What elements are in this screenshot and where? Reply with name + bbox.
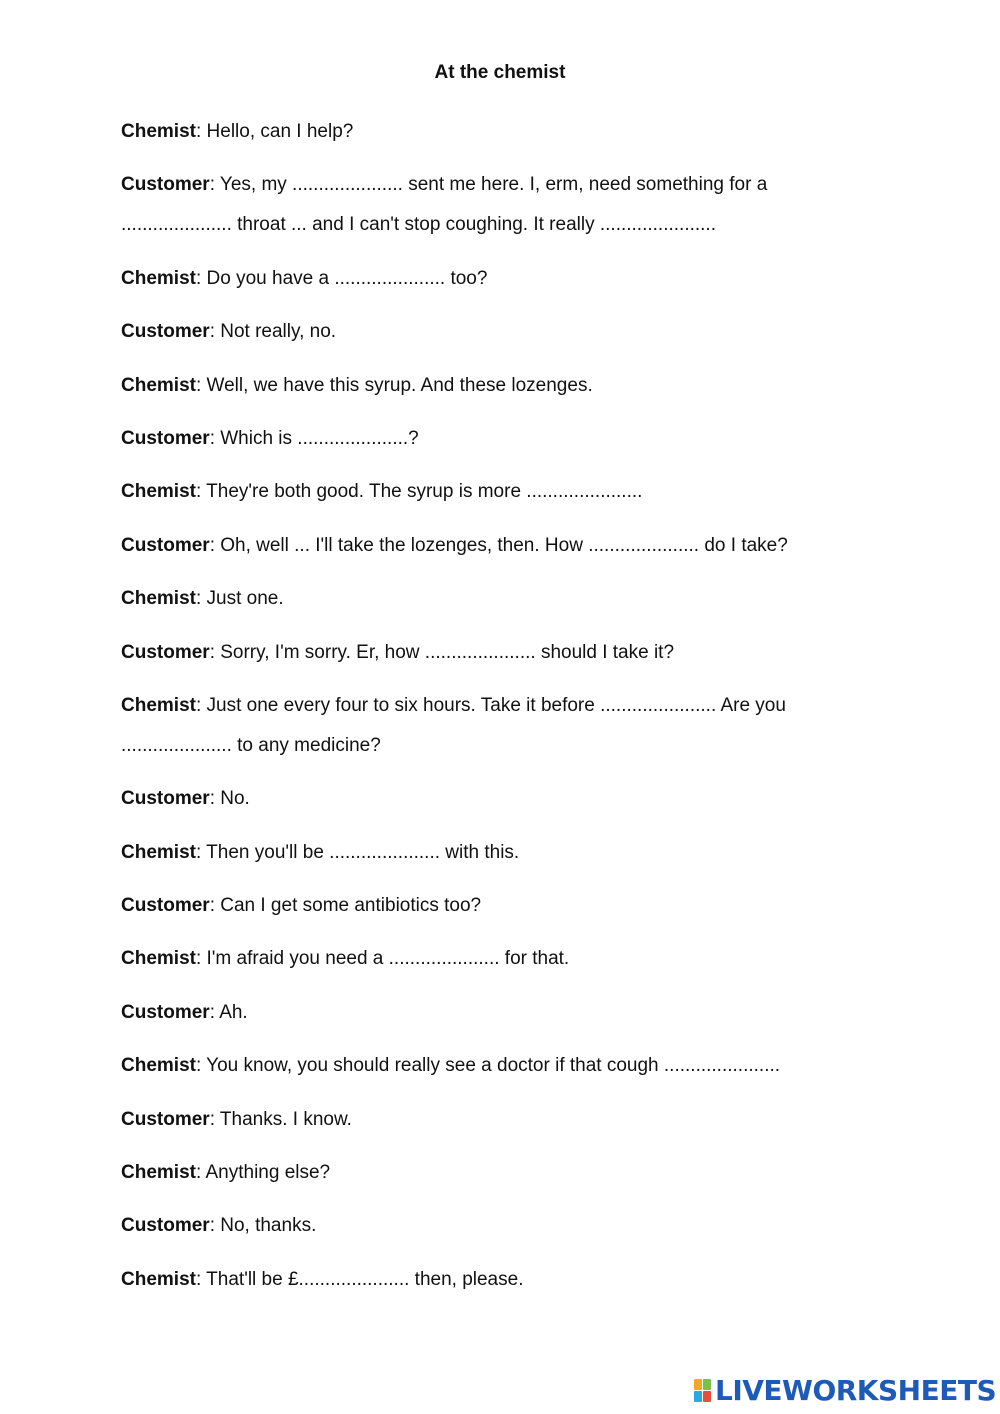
dialogue-text: : You know, you should really see a doctor if that cough ...................... bbox=[195, 1055, 781, 1077]
dialogue-text: : Then you'll be ..................... with this. bbox=[195, 841, 520, 863]
speaker-label: Customer bbox=[121, 1108, 210, 1130]
dialogue-text: : Well, we have this syrup. And these lozenges. bbox=[195, 374, 593, 396]
speaker-label: Customer bbox=[121, 788, 210, 810]
logo-text: LIVEWORKSHEETS bbox=[715, 1373, 997, 1407]
speaker-label: Customer bbox=[121, 427, 210, 449]
dialogue-line bbox=[121, 259, 866, 299]
speaker-label: Chemist bbox=[121, 481, 196, 503]
dialogue-text: : Sorry, I'm sorry. Er, how ..................... should I take it? bbox=[209, 641, 675, 663]
speaker-label: Chemist bbox=[121, 121, 196, 142]
speaker-label: Chemist bbox=[121, 1162, 196, 1184]
dialogue-line bbox=[121, 472, 866, 512]
speaker-label: Customer bbox=[121, 321, 210, 343]
dialogue-text: : I'm afraid you need a ..................... for that. bbox=[195, 948, 570, 970]
dialogue-text: : Just one. bbox=[195, 588, 284, 610]
liveworksheets-logo[interactable] bbox=[694, 1375, 996, 1405]
speaker-label: Chemist bbox=[121, 267, 196, 289]
dialogue-line bbox=[121, 1153, 866, 1193]
dialogue-text: : That'll be £..................... then, please. bbox=[195, 1268, 524, 1290]
dialogue-line bbox=[121, 526, 866, 566]
speaker-label: Chemist bbox=[121, 1268, 196, 1290]
dialogue-line bbox=[121, 833, 866, 873]
speaker-label: Chemist bbox=[121, 841, 196, 863]
dialogue-text: : Yes, my ..................... sent me here. I, erm, need something for a ..................... throat ... and I can't stop coughing. It really ...................... bbox=[121, 174, 768, 236]
dialogue-line bbox=[121, 579, 866, 619]
dialogue-line bbox=[121, 419, 866, 459]
speaker-label: Chemist bbox=[121, 948, 196, 970]
speaker-label: Chemist bbox=[121, 694, 196, 716]
dialogue-text: : Can I get some antibiotics too? bbox=[209, 895, 482, 917]
dialogue-text: : Do you have a ..................... too? bbox=[195, 267, 488, 289]
dialogue-line bbox=[121, 165, 866, 245]
dialogue bbox=[121, 112, 866, 1313]
dialogue-line bbox=[121, 886, 866, 926]
dialogue-line bbox=[121, 939, 866, 979]
speaker-label: Customer bbox=[121, 895, 210, 917]
dialogue-text: : Oh, well ... I'll take the lozenges, then. How ..................... do I take? bbox=[209, 534, 788, 556]
dialogue-line bbox=[121, 312, 866, 352]
liveworksheets-logo-icon bbox=[694, 1379, 711, 1402]
dialogue-line bbox=[121, 366, 866, 406]
speaker-label: Customer bbox=[121, 1001, 210, 1023]
dialogue-text: : Hello, can I help? bbox=[195, 121, 354, 142]
dialogue-text: : Just one every four to six hours. Take it before ...................... Are you ..................... to any medicine? bbox=[121, 694, 786, 756]
dialogue-text: : Ah. bbox=[209, 1001, 248, 1023]
dialogue-line bbox=[121, 1100, 866, 1140]
speaker-label: Customer bbox=[121, 534, 210, 556]
dialogue-line bbox=[121, 1260, 866, 1300]
speaker-label: Chemist bbox=[121, 588, 196, 610]
speaker-label: Customer bbox=[121, 1215, 210, 1237]
speaker-label: Chemist bbox=[121, 374, 196, 396]
speaker-label: Chemist bbox=[121, 1055, 196, 1077]
dialogue-line bbox=[121, 1046, 866, 1086]
dialogue-text: : Which is .....................? bbox=[209, 427, 419, 449]
dialogue-text: : They're both good. The syrup is more ...................... bbox=[195, 481, 643, 503]
dialogue-text: : Anything else? bbox=[195, 1162, 331, 1184]
dialogue-text: : Not really, no. bbox=[209, 321, 337, 343]
speaker-label: Customer bbox=[121, 641, 210, 663]
dialogue-text: : No, thanks. bbox=[209, 1215, 317, 1237]
page-title: At the chemist bbox=[434, 62, 566, 83]
dialogue-line bbox=[121, 1206, 866, 1246]
dialogue-line bbox=[121, 112, 866, 152]
dialogue-line bbox=[121, 686, 866, 766]
dialogue-line bbox=[121, 633, 866, 673]
dialogue-line bbox=[121, 779, 866, 819]
dialogue-text: : Thanks. I know. bbox=[209, 1108, 352, 1130]
dialogue-text: : No. bbox=[209, 788, 250, 810]
speaker-label: Customer bbox=[121, 174, 210, 196]
dialogue-line bbox=[121, 993, 866, 1033]
